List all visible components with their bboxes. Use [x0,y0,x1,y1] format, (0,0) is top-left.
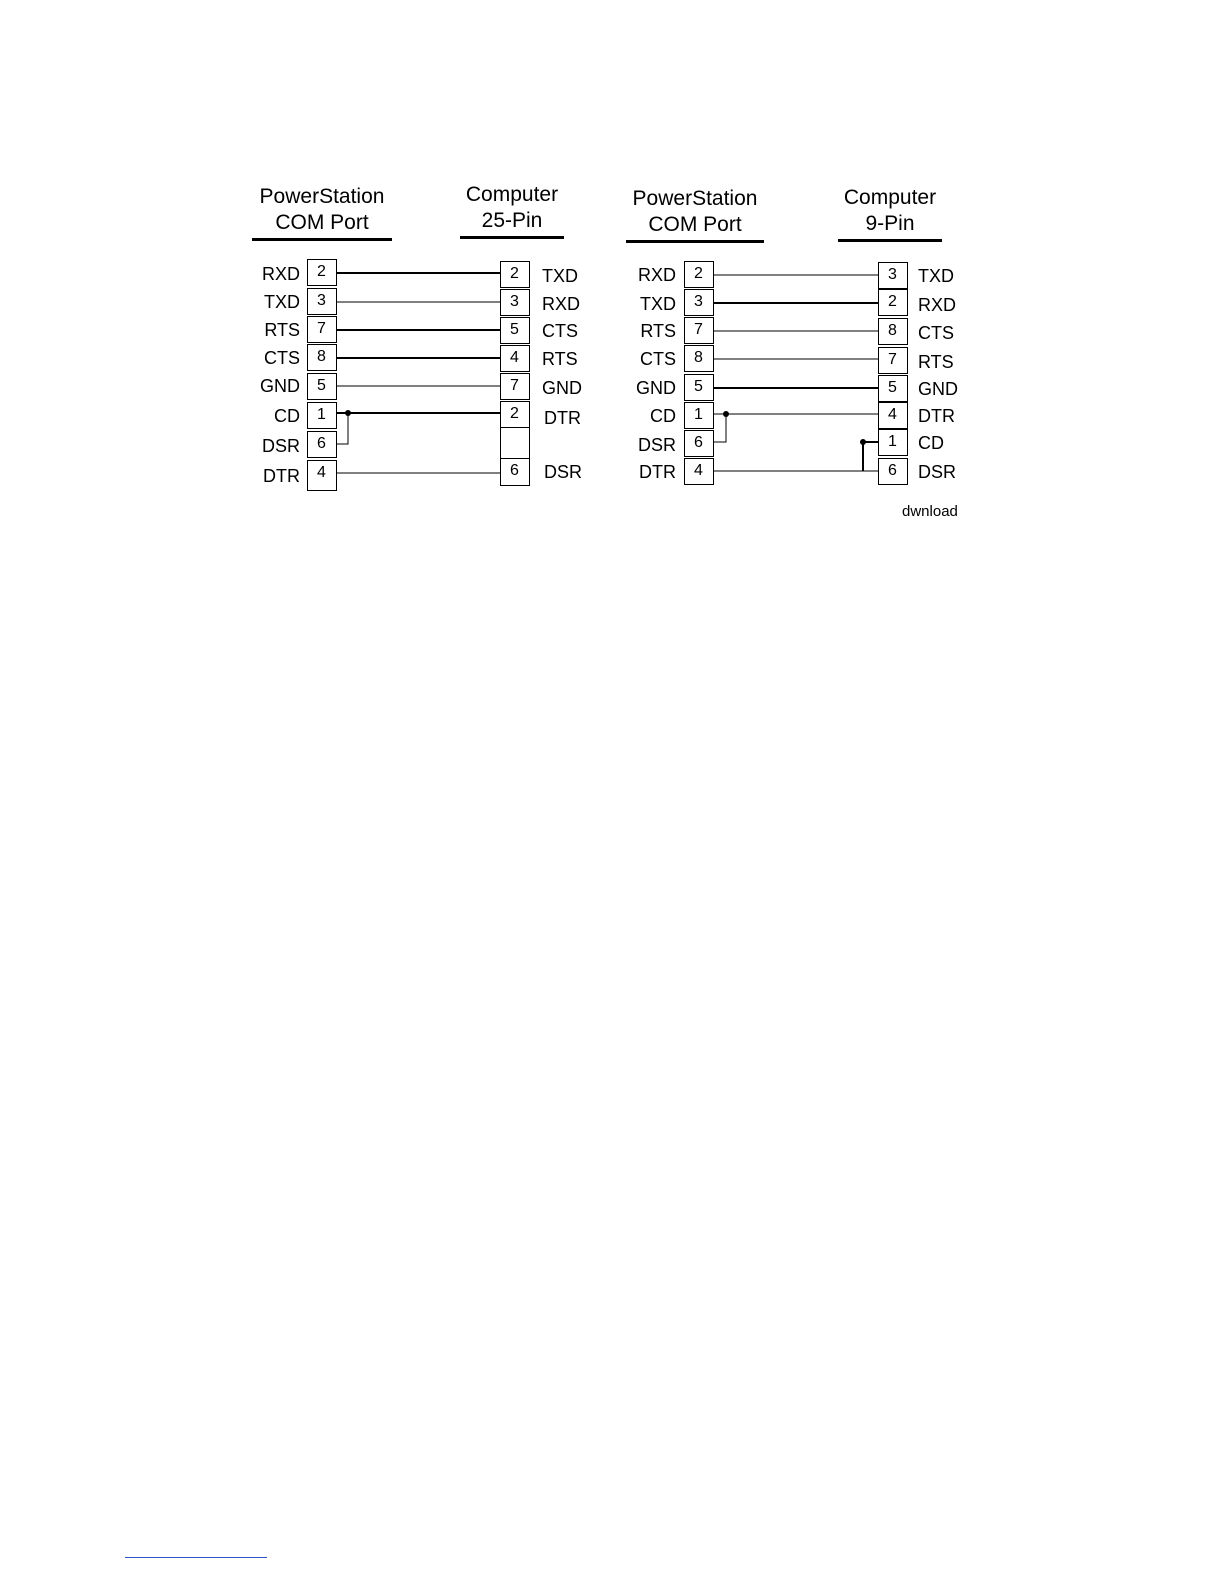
heading-line-2: COM Port [275,211,369,234]
pin-box: 3 [500,289,530,316]
signal-label: RTS [542,349,578,369]
signal-label: TXD [264,292,300,312]
signal-label: GND [542,378,582,398]
signal-label: DTR [918,406,955,426]
pin-box: 3 [878,262,908,289]
pin-box: 4 [307,460,337,491]
signal-label: CTS [264,348,300,368]
signal-label: DSR [261,436,300,456]
signal-label: RXD [261,264,300,284]
signal-label: CTS [918,323,954,343]
signal-label: RXD [542,294,581,314]
pin-box: 1 [684,402,714,429]
signal-label: DSR [544,462,583,482]
pin-box: 1 [878,429,908,456]
pin-box: 2 [684,261,714,288]
signal-label: CTS [640,349,676,369]
signal-label: RXD [637,265,676,285]
pin-box: 6 [500,458,530,486]
signal-label: GND [918,379,958,399]
junction-dot [345,410,351,416]
signal-label: DTR [544,408,581,428]
wire-cd-dsr-loop [337,413,348,444]
junction-dot [860,439,866,445]
signal-label: DSR [918,462,957,482]
pin-box: 5 [878,375,908,402]
heading-line-1: Computer [465,183,559,206]
pin-box: 6 [878,458,908,485]
signal-label: RTS [640,321,676,341]
pin-box: 7 [684,317,714,344]
pin-box: 6 [684,430,714,457]
signal-label: TXD [542,266,578,286]
heading-line-1: Computer [843,186,937,209]
signal-label: RTS [918,352,954,372]
signal-label: DSR [637,435,676,455]
pin-box: 5 [307,373,337,400]
pin-box: 8 [684,345,714,372]
pin-box: 2 [307,259,337,286]
pin-box: 4 [684,458,714,485]
pin-box: 8 [307,344,337,371]
heading-line-2: 25-Pin [481,209,543,232]
signal-label: TXD [918,266,954,286]
heading-line-2: COM Port [648,213,742,236]
pin-box: 4 [500,345,530,372]
pin-box: 5 [684,374,714,401]
heading-line-2: 9-Pin [865,212,915,235]
heading-line-1: PowerStation [259,185,385,208]
pin-box: 5 [500,317,530,344]
junction-dot [723,411,729,417]
pin-box: 2 [878,289,908,316]
caption-label: dwnload [902,503,958,520]
pin-box: 6 [307,431,337,458]
signal-label: CD [918,433,944,453]
pin-box: 3 [307,288,337,315]
pin-box: 7 [307,316,337,343]
signal-label: GND [636,378,676,398]
signal-label: DTR [263,466,300,486]
signal-label: CTS [542,321,578,341]
pin-box: 7 [500,373,530,400]
signal-label: CD [650,406,676,426]
pin-box: 4 [878,402,908,429]
heading-line-1: PowerStation [632,187,758,210]
pin-box: 1 [307,402,337,429]
signal-label: RXD [918,295,957,315]
signal-label: DTR [639,462,676,482]
footer-rule [125,1557,267,1558]
wire-cd-dsr-bridge [863,442,878,471]
pin-box: 2 [500,261,530,288]
signal-label: RTS [264,320,300,340]
pin-box: 7 [878,347,908,374]
signal-label: CD [274,406,300,426]
wire-cd-dsr-loop [714,414,726,442]
pin-box: 2 [500,401,530,428]
pin-box: 3 [684,289,714,316]
signal-label: GND [260,376,300,396]
pin-box: 8 [878,318,908,345]
signal-label: TXD [640,294,676,314]
